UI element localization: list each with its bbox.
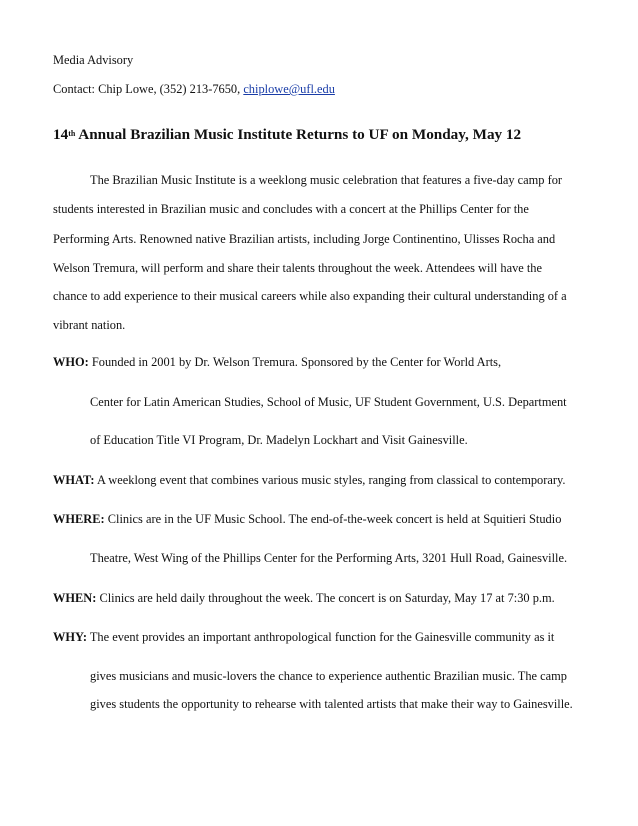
intro-line-3: Performing Arts. Renowned native Brazilian artists, including Jorge Continentino, Ulisses Rocha and: [53, 232, 556, 246]
contact-email-link[interactable]: chiplowe@ufl.edu: [243, 82, 335, 96]
title-text: Annual Brazilian Music Institute Returns to UF on Monday, May 12: [75, 126, 522, 143]
why-line-3: gives students the opportunity to rehearse with talented artists that make their way to Gainesville.: [90, 697, 573, 711]
why-line-1: [53, 629, 554, 645]
where-line-2: Theatre, West Wing of the Phillips Center for the Performing Arts, 3201 Hull Road, Gainesville.: [90, 551, 568, 565]
intro-line-6: vibrant nation.: [53, 318, 126, 332]
where-text: Clinics are in the UF Music School. The end-of-the-week concert is held at Squitieri Studio: [104, 512, 562, 526]
when-label: WHEN:: [53, 591, 97, 605]
what-label: WHAT:: [53, 473, 95, 487]
media-advisory-label: Media Advisory: [53, 53, 134, 67]
page-title: [53, 127, 521, 143]
what-line: [53, 472, 566, 488]
when-text: Clinics are held daily throughout the week. The concert is on Saturday, May 17 at 7:30 p.m.: [96, 591, 555, 605]
why-label: WHY:: [53, 630, 87, 644]
contact-line: [53, 81, 335, 97]
intro-line-2: students interested in Brazilian music and concludes with a concert at the Phillips Center for the: [53, 202, 529, 216]
who-label: WHO:: [53, 355, 89, 369]
who-line-1: [53, 354, 501, 370]
who-line-3: of Education Title VI Program, Dr. Madelyn Lockhart and Visit Gainesville.: [90, 433, 468, 447]
title-ordinal-suffix: th: [68, 129, 76, 138]
what-text: A weeklong event that combines various music styles, ranging from classical to contemporary.: [94, 473, 566, 487]
title-number: 14: [53, 126, 69, 143]
where-line-1: [53, 511, 561, 527]
intro-line-5: chance to add experience to their musical careers while also expanding their cultural understanding of a: [53, 289, 567, 303]
when-line: [53, 590, 555, 606]
contact-text: Contact: Chip Lowe, (352) 213-7650,: [53, 82, 244, 96]
who-text: Founded in 2001 by Dr. Welson Tremura. Sponsored by the Center for World Arts,: [88, 355, 502, 369]
intro-line-1: The Brazilian Music Institute is a weeklong music celebration that features a five-day camp for: [90, 173, 563, 187]
why-line-2: gives musicians and music-lovers the chance to experience authentic Brazilian music. The camp: [90, 669, 567, 683]
intro-line-4: Welson Tremura, will perform and share their talents throughout the week. Attendees will have the: [53, 261, 542, 275]
why-text: The event provides an important anthropological function for the Gainesville community as it: [86, 630, 555, 644]
where-label: WHERE:: [53, 512, 105, 526]
who-line-2: Center for Latin American Studies, School of Music, UF Student Government, U.S. Department: [90, 395, 567, 409]
